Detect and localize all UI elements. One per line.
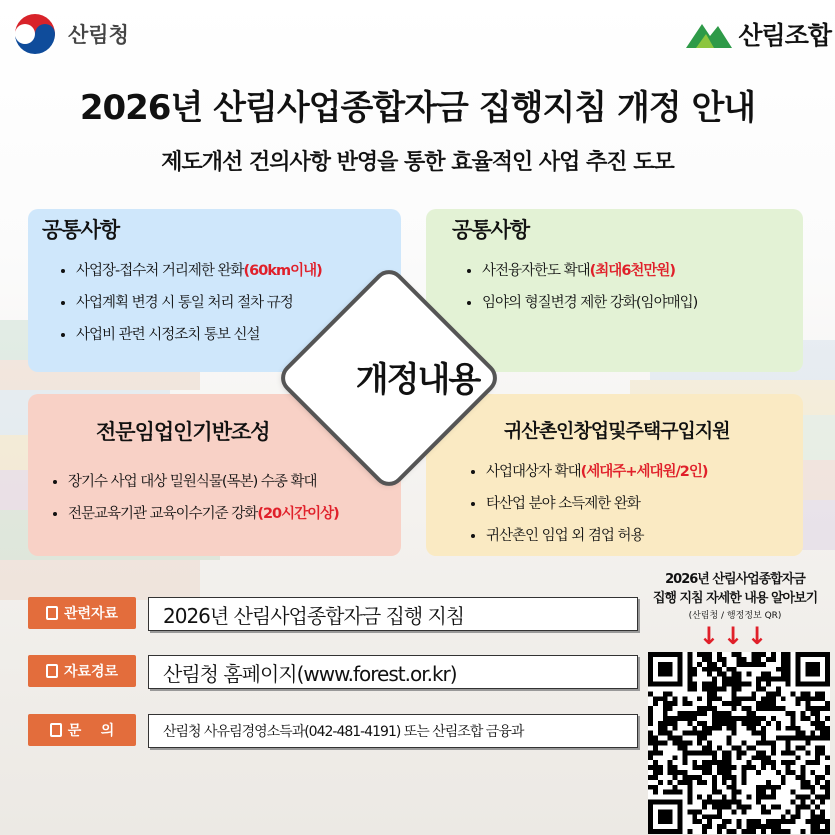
- page-title: 2026년 산림사업종합자금 집행지침 개정 안내: [79, 88, 756, 128]
- page-subtitle: 제도개선 건의사항 반영을 통한 효율적인 사업 추진 도모: [161, 150, 674, 175]
- info-value: 2026년 산림사업종합자금 집행 지침: [148, 597, 638, 631]
- panel-heading: 전문임업인기반조성: [96, 420, 270, 444]
- qr-code[interactable]: [648, 652, 830, 834]
- center-label: 개정내용: [355, 360, 480, 400]
- panel-item-list: [460, 259, 697, 323]
- list-item: • 임야의 형질변경 제한 강화(임야매입): [482, 291, 697, 312]
- forestry-cooperative-logo-text: 산림조합: [738, 21, 831, 50]
- list-item: • 장기수 사업 대상 밀원식물(목본) 수종 확대: [68, 470, 339, 491]
- panel-heading: 귀산촌인창업및주택구입지원: [504, 420, 730, 442]
- list-item: • 귀산촌인 임업 외 겸업 허용: [486, 524, 708, 545]
- list-item: • 전문교육기관 교육이수기준 강화(20시간이상): [68, 502, 339, 523]
- panel-common-right: [426, 209, 803, 372]
- list-item: • 사업장-접수처 거리제한 완화(60km이내): [76, 259, 322, 280]
- qr-caption: [640, 568, 830, 621]
- info-tag: 관련자료: [28, 597, 136, 629]
- info-tag: 자료경로: [28, 655, 136, 687]
- list-item: • 사업대상자 확대(세대주+세대원/2인): [486, 460, 708, 481]
- info-tag: 문 의: [28, 714, 136, 746]
- list-item: • 사전융자한도 확대(최대6천만원): [482, 259, 697, 280]
- list-item: • 타산업 분야 소득제한 완화: [486, 492, 708, 513]
- info-value-link[interactable]: 산림청 홈페이지(www.forest.or.kr): [148, 655, 638, 689]
- book-icon: [46, 606, 58, 620]
- book-icon: [46, 664, 58, 678]
- forest-service-logo-text: 산림청: [68, 23, 129, 47]
- panel-item-list: [464, 460, 708, 556]
- qr-caption-line3: (산림청 / 행정정보 QR): [688, 611, 782, 621]
- list-item: • 사업비 관련 시정조치 통보 신설: [76, 323, 322, 344]
- panel-heading: 공통사항: [452, 218, 530, 242]
- book-icon: [50, 723, 62, 737]
- panel-rural-return-support: [426, 394, 803, 556]
- forest-service-logo[interactable]: [10, 8, 129, 60]
- taegeuk-emblem-icon: [10, 9, 60, 59]
- forestry-cooperative-logo[interactable]: [684, 10, 831, 58]
- panel-item-list: [46, 470, 339, 534]
- mountain-logo-icon: [684, 16, 734, 52]
- panel-heading: 공통사항: [42, 218, 120, 242]
- down-arrows-icon: ↓↓↓: [698, 622, 772, 650]
- panel-item-list: [54, 259, 322, 355]
- info-value: 산림청 사유림경영소득과(042-481-4191) 또는 산림조합 금융과: [148, 714, 638, 748]
- qr-caption-line2: 집행 지침 자세한 내용 알아보기: [652, 591, 818, 606]
- list-item: • 사업계획 변경 시 통일 처리 절차 규정: [76, 291, 322, 312]
- qr-caption-line1: 2026년 산림사업종합자금: [665, 572, 805, 587]
